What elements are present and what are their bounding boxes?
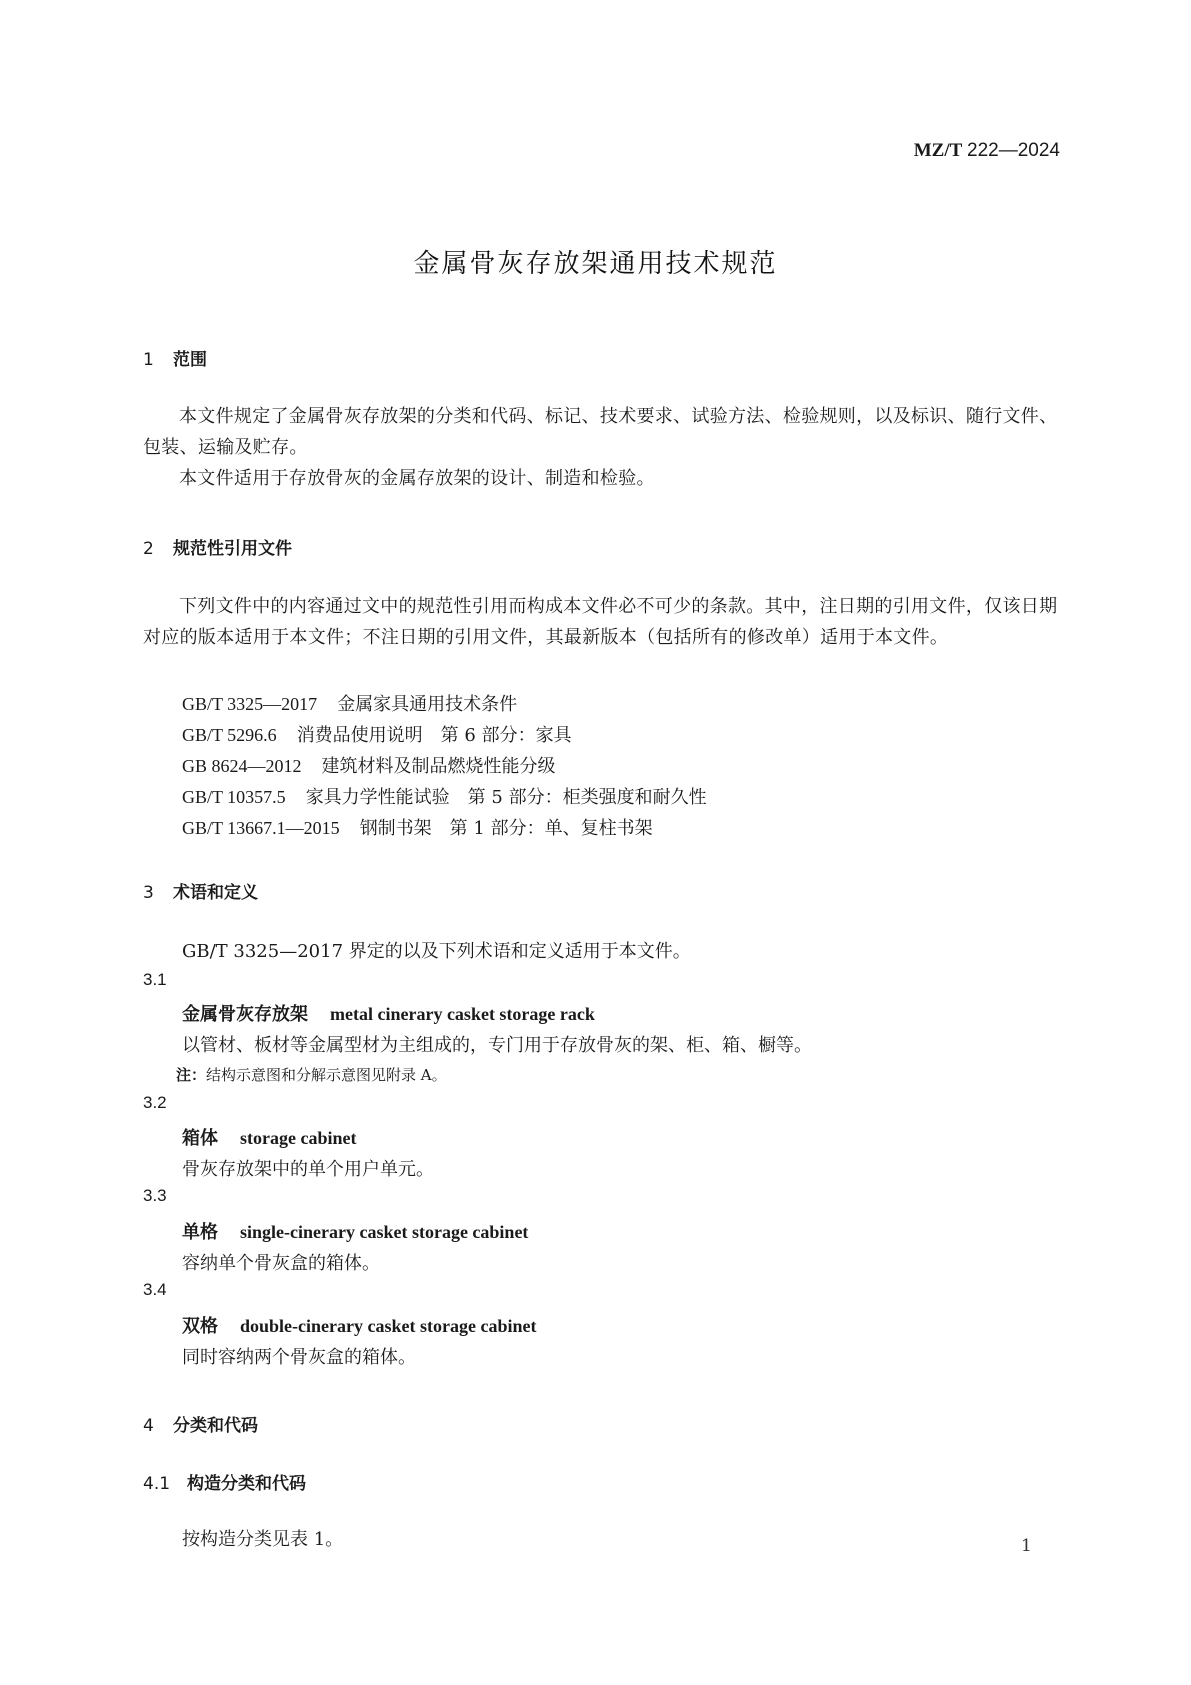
- standard-code: [914, 140, 1060, 162]
- term-definition: 容纳单个骨灰盒的箱体。: [182, 1253, 380, 1274]
- page-number: 1: [1021, 1536, 1032, 1556]
- reference-item: GB/T 5296.6 消费品使用说明 第 6 部分：家具: [182, 725, 572, 746]
- references-intro: 下列文件中的内容通过文中的规范性引用而构成本文件必不可少的条款。其中，注日期的引用文件，仅该日期对应的版本适用于本文件；不注日期的引用文件，其最新版本（包括所有的修改单）适用于本文件。: [143, 596, 1058, 648]
- scope-paragraph-2: 本文件适用于存放骨灰的金属存放架的设计、制造和检验。: [179, 468, 655, 489]
- standard-number: 222—2024: [967, 140, 1060, 161]
- section-4-heading: 4 分类和代码: [143, 1416, 258, 1436]
- section-4-1-text: 按构造分类见表 1。: [182, 1529, 344, 1550]
- section-4-1-heading: 4.1 构造分类和代码: [143, 1474, 306, 1494]
- terms-intro: GB/T 3325—2017 界定的以及下列术语和定义适用于本文件。: [182, 941, 691, 962]
- term-title: 金属骨灰存放架 metal cinerary casket storage rack: [182, 1004, 595, 1025]
- standard-org: MZ/T: [913, 140, 963, 161]
- term-number: 3.4: [143, 1280, 167, 1299]
- document-title: 金属骨灰存放架通用技术规范: [413, 249, 778, 279]
- term-number: 3.2: [143, 1093, 167, 1112]
- term-definition: 以管材、板材等金属型材为主组成的，专门用于存放骨灰的架、柜、箱、橱等。: [182, 1035, 812, 1056]
- term-title: 箱体 storage cabinet: [182, 1128, 357, 1149]
- term-number: 3.3: [143, 1186, 167, 1205]
- reference-item: GB/T 13667.1—2015 钢制书架 第 1 部分：单、复柱书架: [182, 818, 653, 839]
- reference-item: GB/T 10357.5 家具力学性能试验 第 5 部分：柜类强度和耐久性: [182, 787, 707, 808]
- section-1-heading: 1 范围: [143, 350, 207, 370]
- term-number: 3.1: [143, 970, 167, 989]
- term-title: 双格 double-cinerary casket storage cabinet: [182, 1316, 537, 1337]
- reference-item: GB 8624—2012 建筑材料及制品燃烧性能分级: [182, 756, 556, 777]
- term-definition: 同时容纳两个骨灰盒的箱体。: [182, 1347, 416, 1368]
- section-3-heading: 3 术语和定义: [143, 883, 258, 903]
- scope-paragraph-1: 本文件规定了金属骨灰存放架的分类和代码、标记、技术要求、试验方法、检验规则，以及标识、随行文件、包装、运输及贮存。: [143, 406, 1058, 458]
- term-note: 注：结构示意图和分解示意图见附录 A。: [176, 1066, 447, 1084]
- reference-item: GB/T 3325—2017 金属家具通用技术条件: [182, 694, 518, 715]
- term-definition: 骨灰存放架中的单个用户单元。: [182, 1159, 434, 1180]
- section-2-heading: 2 规范性引用文件: [143, 539, 292, 559]
- term-title: 单格 single-cinerary casket storage cabinet: [182, 1222, 529, 1243]
